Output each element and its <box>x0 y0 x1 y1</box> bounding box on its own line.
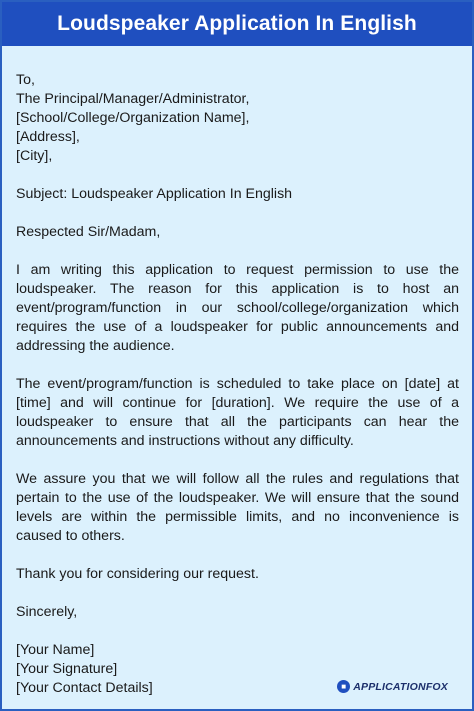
letter-paragraph: Thank you for considering our request. <box>16 566 259 582</box>
letter-subject: Subject: Loudspeaker Application In English <box>16 186 293 202</box>
page-title-banner <box>2 2 472 46</box>
letter-salutation: Respected Sir/Madam, <box>16 224 161 240</box>
signature-line: [Your Contact Details] <box>16 680 153 696</box>
letter-closing: Sincerely, <box>16 604 78 620</box>
signature-line: [Your Name] <box>16 642 95 658</box>
address-line: [City], <box>16 148 53 164</box>
signature-line: [Your Signature] <box>16 661 118 677</box>
recipient-address <box>16 71 459 166</box>
logo-icon: ■ <box>337 680 350 693</box>
applicationfox-logo <box>337 680 448 693</box>
logo-text-application: APPLICATION <box>353 680 426 693</box>
letter-body <box>16 71 459 698</box>
address-line: The Principal/Manager/Administrator, <box>16 91 250 107</box>
address-line: [Address], <box>16 129 80 145</box>
address-line: [School/College/Organization Name], <box>16 110 250 126</box>
letter-paragraph: We assure you that we will follow all the rules and regulations that pertain to the use of the loudspeaker. We will ensure that the sound levels are within the permissible limits, and no inconvenience is caused to others. <box>16 471 459 544</box>
page-title: Loudspeaker Application In English <box>57 12 417 35</box>
letter-paragraph: I am writing this application to request permission to use the loudspeaker. The reason for this application is to host an event/program/function in our school/college/organization which requires the use of a loudspeaker for public announcements and addressing the audience. <box>16 262 459 354</box>
letter-paragraph: The event/program/function is scheduled to take place on [date] at [time] and will continue for [duration]. We require the use of a loudspeaker to ensure that all the participants can hear the announcements and instructions without any difficulty. <box>16 376 459 449</box>
address-line: To, <box>16 72 35 88</box>
logo-text-fox: FOX <box>425 680 448 693</box>
